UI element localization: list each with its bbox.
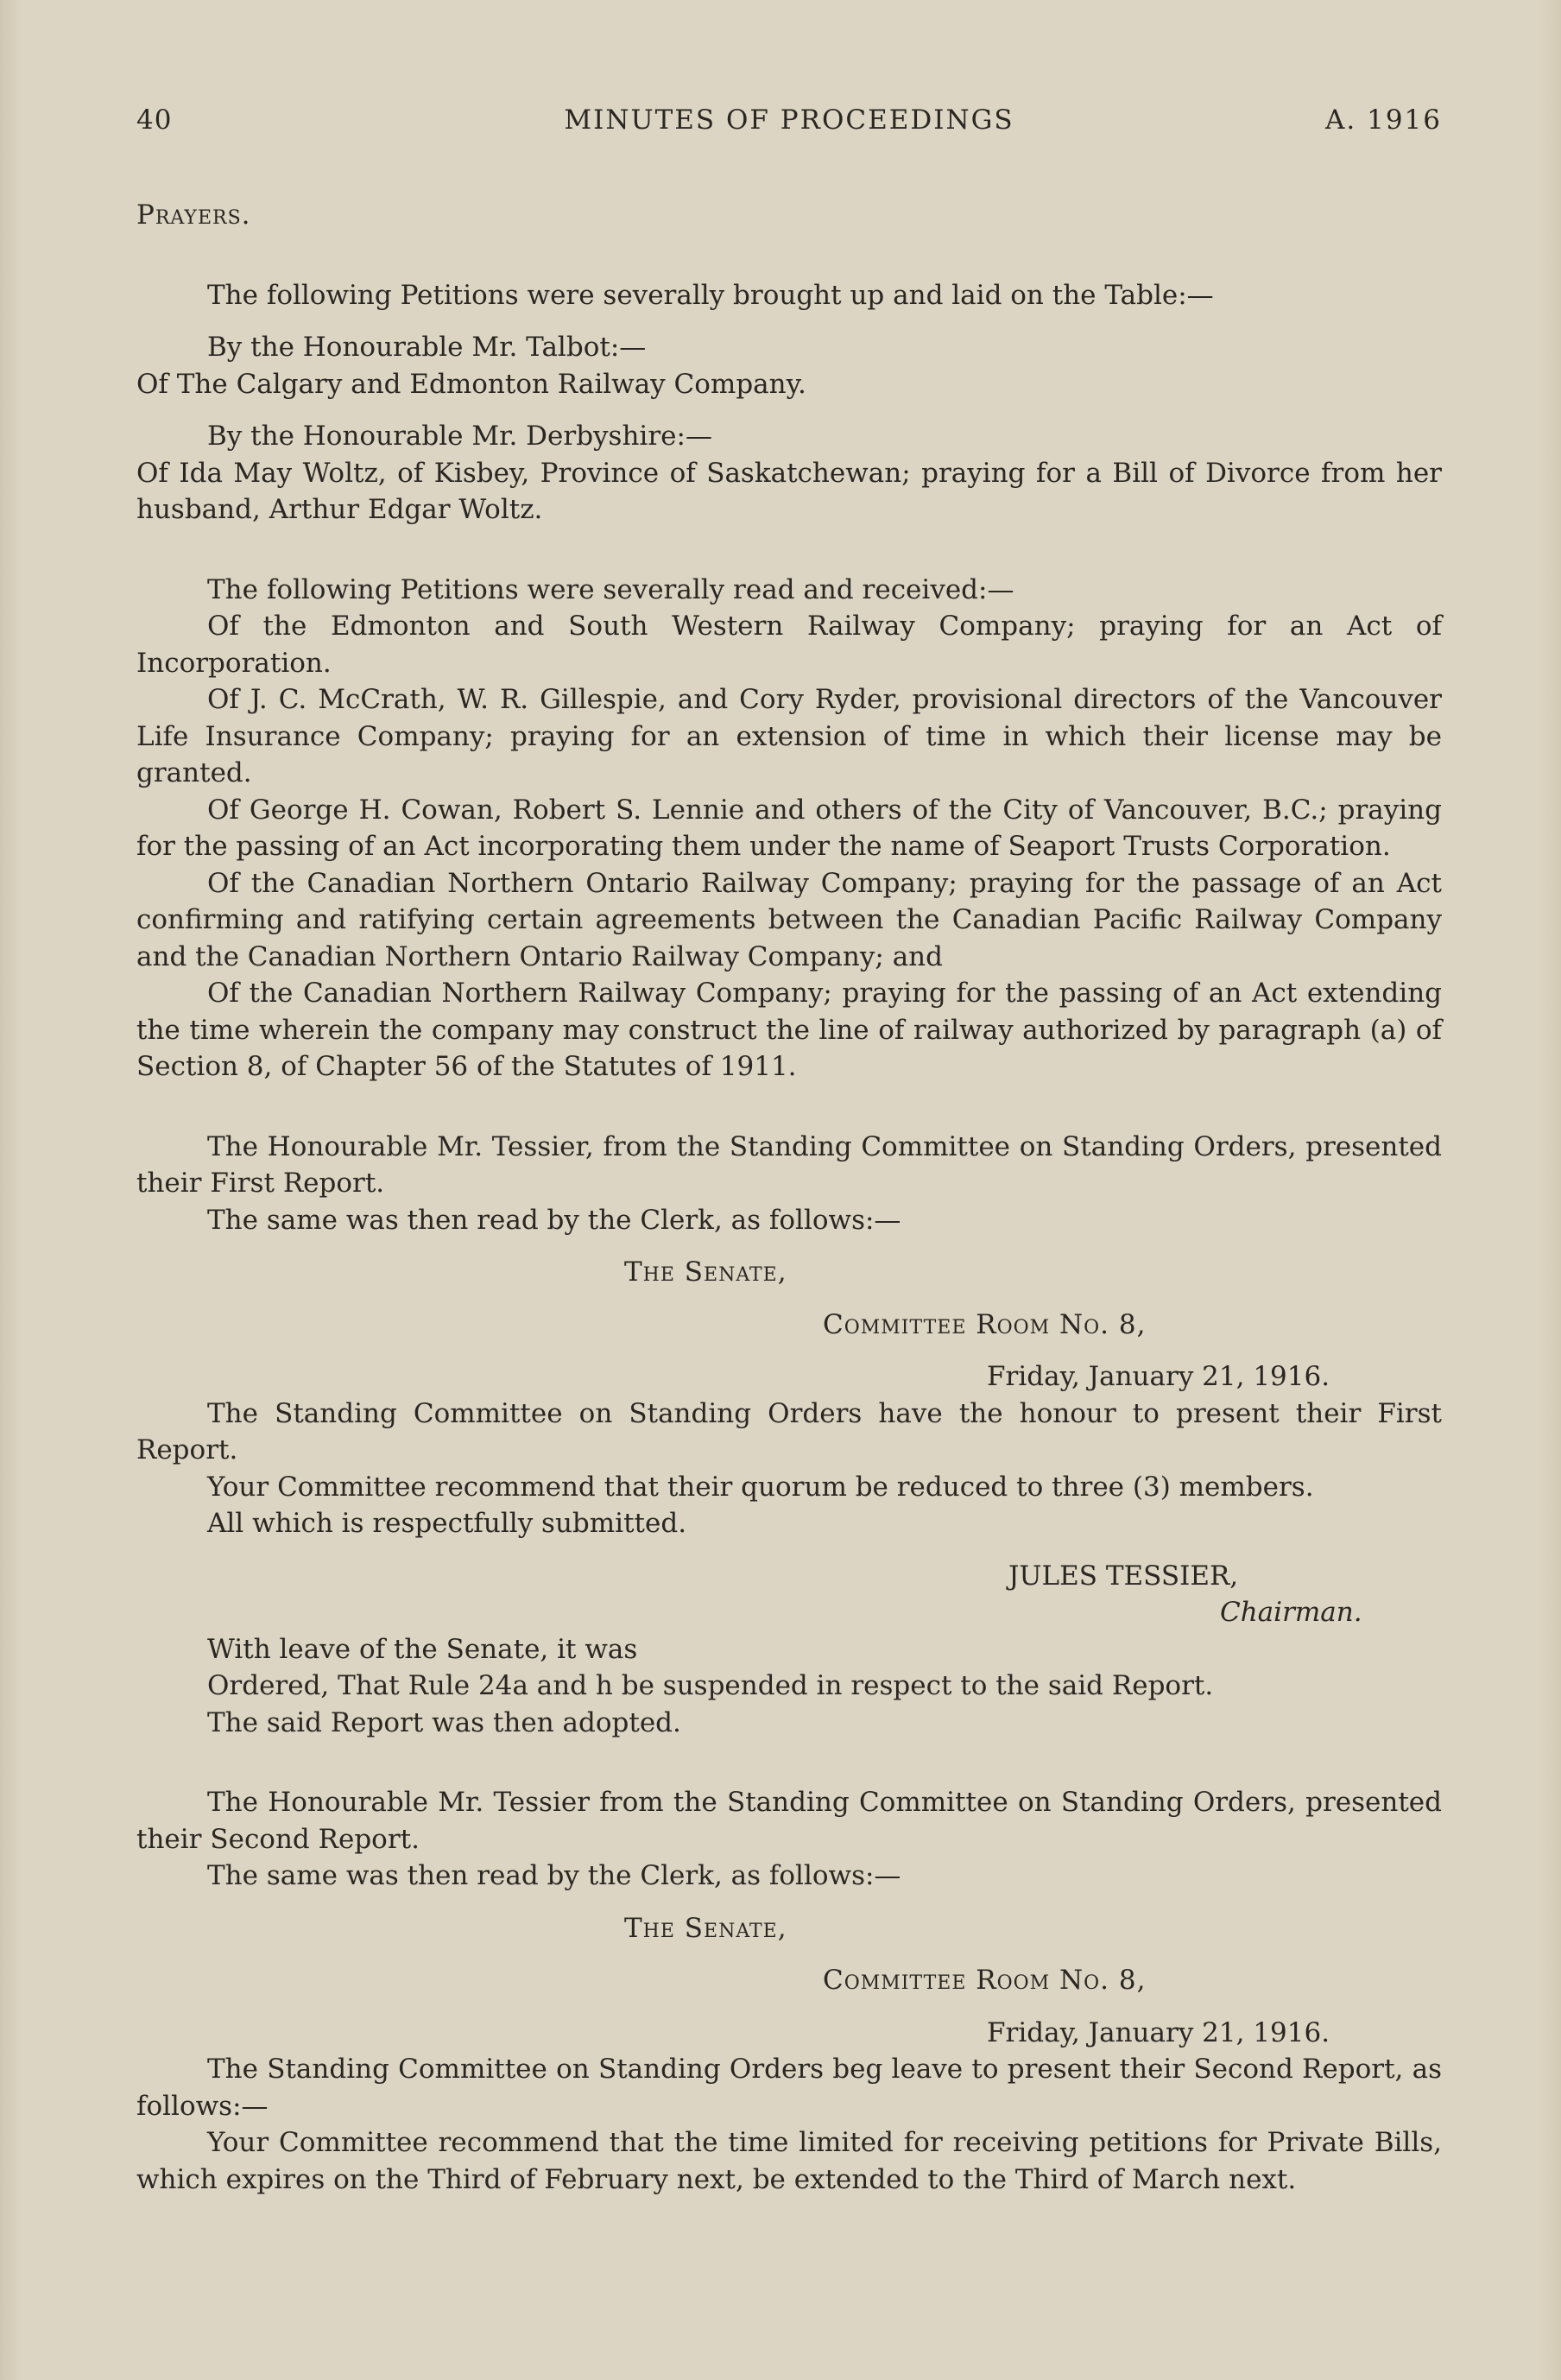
petition-vancouver-life: Of J. C. McCrath, W. R. Gillespie, and Cory Ryder, provisional directors of the Vancouver Life Insurance Company; praying for an extension of time in which their license may be granted. [136,684,1442,788]
first-report-ordered: Ordered, That Rule 24a and h be suspended in respect to the said Report. [207,1670,1214,1701]
page-number: 40 [136,104,173,136]
petition-canadian-northern-ontario: Of the Canadian Northern Ontario Railway Company; praying for the passage of an Act confirming and ratifying certain agreements between the Canadian Pacific Railway Company and the Canadian Northern Ontario Railway Company; and [136,867,1442,972]
petition-calgary-edmonton: Of The Calgary and Edmonton Railway Company. [136,368,806,400]
second-report-date: Friday, January 21, 1916. [987,2016,1330,2048]
petitions-read-list [136,608,1442,1086]
first-report-date: Friday, January 21, 1916. [987,1361,1330,1392]
petition-woltz: Of Ida May Woltz, of Kisbey, Province of Saskatchewan; praying for a Bill of Divorce from her husband, Arthur Edgar Woltz. [136,457,1442,525]
petitions-read-intro: The following Petitions were severally read and received:— [207,573,1014,605]
second-report-body [136,2051,1442,2198]
second-report-para-2: Your Committee recommend that the time limited for receiving petitions for Private Bills, which expires on the Third of February next, be extended to the Third of March next. [136,2127,1442,2195]
first-report-adopted: The said Report was then adopted. [207,1706,681,1738]
first-report-para-2: Your Committee recommend that their quorum be reduced to three (3) members. [207,1471,1314,1503]
page-content [136,102,1442,2198]
second-report-para-1: The Standing Committee on Standing Orders beg leave to present their Second Report, as follows:— [136,2054,1442,2122]
petition-presenter-talbot: By the Honourable Mr. Talbot:— [207,332,647,363]
first-report-body [136,1396,1442,1542]
second-report-room: Committee Room No. 8, [823,1965,1147,1996]
first-report-signature-title: Chairman. [1220,1597,1362,1628]
first-report-read: The same was then read by the Clerk, as follows:— [207,1204,901,1236]
petitions-brought-up-intro: The following Petitions were severally brought up and laid on the Table:— [207,279,1214,311]
section-heading-prayers: Prayers. [136,199,251,231]
second-report-read: The same was then read by the Clerk, as follows:— [207,1860,901,1891]
petition-seaport-trusts: Of George H. Cowan, Robert S. Lennie and others of the City of Vancouver, B.C.; praying for the passing of an Act incorporating them under the name of Seaport Trusts Corporation. [136,794,1442,862]
first-report-para-3: All which is respectfully submitted. [207,1508,687,1539]
first-report-signature: JULES TESSIER, [1008,1560,1239,1592]
running-title: MINUTES OF PROCEEDINGS [564,104,1014,136]
petition-canadian-northern: Of the Canadian Northern Railway Company; praying for the passing of an Act extending the time wherein the company may construct the line of railway authorized by paragraph (a) of Section 8, of Chapter 56 of the Statutes of 1911. [136,978,1442,1082]
first-report-after [136,1631,1442,1742]
session-year: A. 1916 [1325,104,1442,136]
first-report-senate: The Senate, [624,1256,787,1288]
second-report-senate: The Senate, [624,1912,787,1944]
petition-presenter-derbyshire: By the Honourable Mr. Derbyshire:— [207,421,712,452]
running-header [136,102,1442,154]
first-report-leave: With leave of the Senate, it was [207,1633,638,1665]
first-report-para-1: The Standing Committee on Standing Orders have the honour to present their First Report. [136,1397,1442,1465]
first-report-room: Committee Room No. 8, [823,1308,1147,1340]
first-report-intro: The Honourable Mr. Tessier, from the Standing Committee on Standing Orders, presented their First Report. [136,1130,1442,1199]
second-report-intro: The Honourable Mr. Tessier from the Standing Committee on Standing Orders, presented their Second Report. [136,1787,1442,1855]
petition-edmonton-south-western: Of the Edmonton and South Western Railway Company; praying for an Act of Incorporation. [136,611,1442,679]
